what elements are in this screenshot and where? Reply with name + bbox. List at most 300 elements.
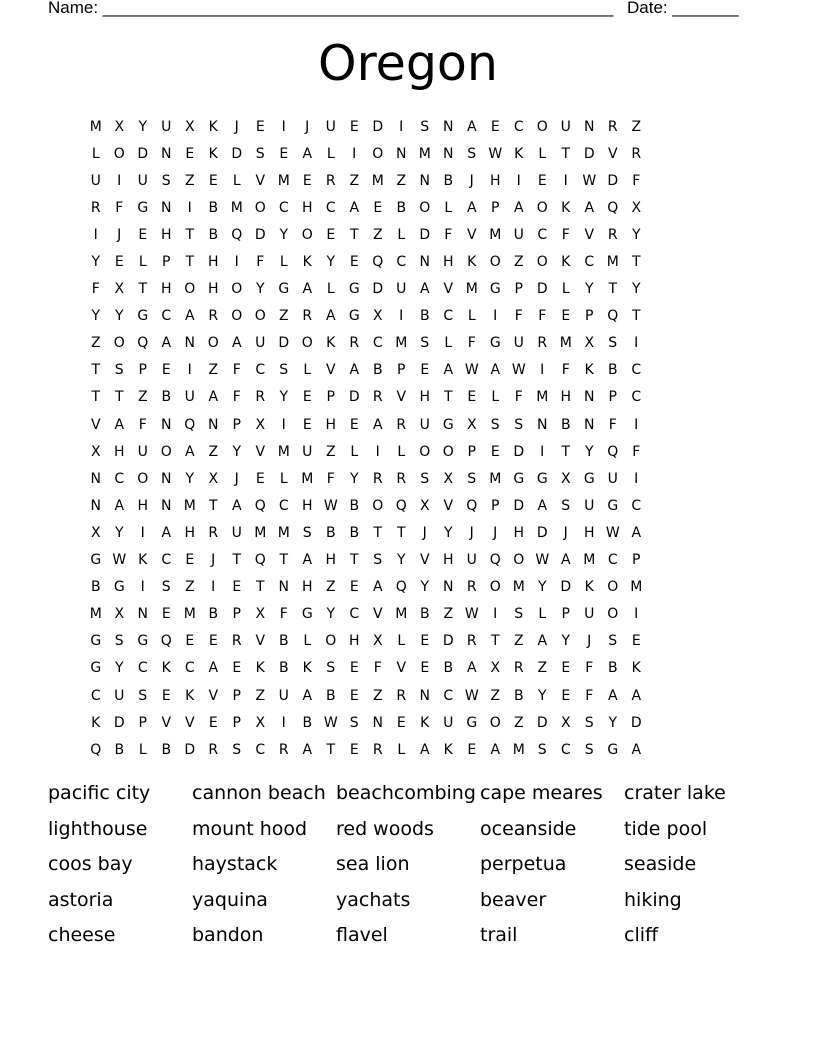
grid-letter: O [513, 552, 525, 569]
grid-letter: Z [537, 660, 548, 677]
word-list-item: pacific city [48, 782, 151, 804]
grid-letter: E [490, 443, 500, 460]
grid-letter: Z [325, 579, 336, 596]
word-list-item: perpetua [480, 853, 567, 876]
grid-letter: D [348, 389, 360, 406]
grid-letter: F [514, 308, 523, 325]
grid-letter: B [325, 524, 336, 541]
grid-letter: B [208, 226, 219, 243]
grid-row [84, 709, 744, 736]
grid-letter: X [114, 281, 125, 298]
grid-letter: X [184, 118, 195, 135]
grid-letter: J [493, 524, 498, 541]
grid-row [84, 248, 744, 275]
grid-letter: B [607, 362, 618, 379]
grid-letter: A [607, 687, 618, 704]
grid-letter: M [183, 497, 196, 514]
grid-letter: D [607, 172, 619, 189]
grid-letter: U [443, 714, 454, 731]
grid-letter: L [303, 362, 312, 379]
grid-letter: F [256, 254, 265, 271]
word-list-item: hiking [624, 888, 682, 911]
grid-letter: O [113, 335, 125, 352]
grid-letter: R [607, 118, 618, 135]
grid-letter: I [234, 254, 239, 271]
grid-letter: H [207, 281, 219, 298]
grid-letter: F [115, 199, 124, 216]
grid-letter: H [137, 497, 149, 514]
grid-letter: O [607, 579, 619, 596]
grid-letter: V [208, 687, 219, 704]
grid-letter: C [513, 118, 524, 135]
grid-letter: A [631, 524, 642, 541]
grid-letter: C [349, 606, 360, 623]
grid-letter: T [185, 226, 195, 243]
grid-letter: E [396, 714, 406, 731]
grid-letter: Q [466, 497, 478, 514]
grid-letter: S [255, 145, 265, 162]
grid-letter: G [90, 660, 102, 677]
grid-letter: M [277, 172, 290, 189]
grid-letter: M [536, 389, 549, 406]
grid-letter: K [467, 254, 477, 271]
grid-letter: T [561, 145, 571, 162]
grid-letter: C [114, 470, 125, 487]
grid-letter: D [630, 714, 642, 731]
grid-letter: S [232, 741, 242, 758]
grid-letter: O [419, 199, 431, 216]
grid-letter: A [631, 687, 642, 704]
grid-letter: B [443, 660, 454, 677]
grid-letter: T [396, 524, 406, 541]
grid-letter: Z [184, 172, 195, 189]
grid-letter: D [583, 145, 595, 162]
grid-letter: O [301, 335, 313, 352]
grid-letter: V [396, 389, 407, 406]
word-list-item: mount hood [192, 817, 308, 840]
grid-letter: A [302, 552, 313, 569]
grid-letter: N [443, 118, 454, 135]
grid-letter: C [631, 362, 642, 379]
grid-letter: W [605, 524, 620, 541]
grid-letter: K [302, 660, 312, 677]
grid-letter: L [326, 145, 335, 162]
grid-letter: C [537, 226, 548, 243]
grid-letter: F [561, 362, 570, 379]
grid-letter: E [208, 633, 218, 650]
grid-letter: O [372, 497, 384, 514]
grid-letter: S [373, 552, 383, 569]
word-list-item: cliff [624, 924, 659, 947]
grid-letter: F [467, 335, 476, 352]
grid-letter: B [278, 633, 289, 650]
grid-letter: Y [561, 633, 571, 650]
grid-letter: C [631, 497, 642, 514]
grid-letter: M [489, 226, 502, 243]
grid-letter: T [138, 281, 148, 298]
grid-letter: J [234, 118, 239, 135]
grid-letter: O [536, 118, 548, 135]
grid-letter: L [303, 633, 312, 650]
grid-letter: I [281, 416, 286, 433]
grid-letter: Q [395, 497, 407, 514]
grid-letter: O [254, 308, 266, 325]
word-list-item: sea lion [336, 853, 410, 876]
grid-letter: N [537, 416, 548, 433]
grid-letter: L [538, 145, 547, 162]
grid-letter: B [208, 606, 219, 623]
grid-letter: L [561, 281, 570, 298]
grid-letter: P [138, 362, 147, 379]
grid-letter: U [513, 335, 524, 352]
grid-row [84, 682, 744, 709]
grid-letter: S [490, 416, 500, 433]
grid-letter: C [255, 362, 266, 379]
grid-letter: E [161, 687, 171, 704]
grid-letter: N [161, 199, 172, 216]
grid-letter: K [91, 714, 101, 731]
grid-letter: E [161, 362, 171, 379]
grid-row [84, 140, 744, 167]
grid-letter: Q [160, 633, 172, 650]
grid-letter: N [208, 416, 219, 433]
grid-letter: N [584, 416, 595, 433]
grid-letter: R [208, 524, 219, 541]
grid-letter: M [230, 199, 243, 216]
grid-letter: V [161, 714, 172, 731]
grid-letter: P [467, 443, 476, 460]
grid-letter: R [372, 470, 383, 487]
grid-letter: N [584, 389, 595, 406]
grid-letter: L [491, 389, 500, 406]
grid-row [84, 221, 744, 248]
grid-letter: C [584, 254, 595, 271]
grid-letter: U [255, 335, 266, 352]
grid-letter: K [208, 145, 218, 162]
word-list-item: trail [480, 924, 518, 947]
grid-letter: S [608, 335, 618, 352]
grid-letter: P [232, 606, 241, 623]
grid-letter: O [113, 145, 125, 162]
grid-letter: A [302, 741, 313, 758]
grid-letter: G [583, 470, 595, 487]
grid-letter: A [419, 281, 430, 298]
grid-letter: Z [513, 254, 524, 271]
grid-letter: S [114, 362, 124, 379]
grid-letter: G [607, 497, 619, 514]
grid-letter: U [161, 118, 172, 135]
grid-letter: Z [137, 389, 148, 406]
grid-letter: O [160, 443, 172, 460]
grid-letter: R [372, 741, 383, 758]
word-list-item: red woods [336, 817, 434, 840]
grid-letter: M [630, 579, 643, 596]
grid-letter: P [232, 416, 241, 433]
grid-letter: E [185, 552, 195, 569]
grid-letter: G [607, 741, 619, 758]
grid-letter: O [372, 145, 384, 162]
grid-letter: L [444, 199, 453, 216]
grid-letter: H [301, 497, 313, 514]
grid-row [84, 357, 744, 384]
grid-letter: W [323, 497, 338, 514]
grid-letter: N [137, 606, 148, 623]
grid-letter: A [466, 660, 477, 677]
grid-letter: F [279, 606, 288, 623]
grid-letter: P [326, 389, 335, 406]
grid-letter: E [467, 741, 477, 758]
grid-letter: D [372, 118, 384, 135]
grid-letter: E [279, 145, 289, 162]
grid-letter: I [117, 172, 122, 189]
grid-letter: K [443, 741, 453, 758]
grid-letter: N [419, 254, 430, 271]
grid-letter: D [372, 281, 384, 298]
grid-letter: O [489, 579, 501, 596]
grid-letter: Y [185, 470, 195, 487]
grid-letter: P [491, 497, 500, 514]
grid-letter: T [373, 524, 383, 541]
grid-letter: W [464, 606, 479, 623]
grid-letter: K [302, 254, 312, 271]
grid-letter: T [490, 633, 500, 650]
grid-letter: R [537, 335, 548, 352]
grid-letter: T [91, 362, 101, 379]
grid-letter: Y [584, 443, 594, 460]
grid-letter: G [90, 633, 102, 650]
grid-letter: I [563, 172, 568, 189]
grid-letter: G [466, 714, 478, 731]
grid-letter: N [419, 687, 430, 704]
grid-letter: S [537, 741, 547, 758]
grid-letter: U [584, 497, 595, 514]
grid-letter: Q [137, 335, 149, 352]
grid-letter: M [606, 254, 619, 271]
grid-letter: I [140, 579, 145, 596]
grid-letter: P [397, 362, 406, 379]
grid-letter: Y [396, 552, 406, 569]
grid-letter: L [232, 172, 241, 189]
page-title: Oregon [318, 35, 498, 92]
grid-letter: W [582, 172, 597, 189]
grid-row [84, 303, 744, 330]
grid-letter: Y [91, 254, 101, 271]
grid-letter: U [114, 687, 125, 704]
grid-letter: N [161, 145, 172, 162]
grid-letter: B [208, 199, 219, 216]
grid-letter: P [561, 606, 570, 623]
grid-letter: E [349, 254, 359, 271]
grid-letter: U [560, 118, 571, 135]
grid-letter: B [396, 199, 407, 216]
grid-letter: A [349, 199, 360, 216]
grid-letter: X [114, 606, 125, 623]
grid-letter: E [373, 199, 383, 216]
grid-letter: M [489, 470, 502, 487]
grid-letter: R [278, 741, 289, 758]
grid-letter: F [232, 362, 241, 379]
grid-letter: X [255, 714, 266, 731]
grid-letter: A [231, 335, 242, 352]
grid-letter: I [375, 443, 380, 460]
grid-letter: C [560, 741, 571, 758]
grid-letter: B [560, 416, 571, 433]
grid-letter: W [535, 552, 550, 569]
grid-letter: W [488, 145, 503, 162]
grid-letter: N [443, 579, 454, 596]
grid-letter: E [349, 118, 359, 135]
grid-letter: G [90, 552, 102, 569]
grid-letter: G [137, 199, 149, 216]
grid-letter: E [302, 172, 312, 189]
grid-letter: R [396, 687, 407, 704]
grid-letter: A [325, 308, 336, 325]
grid-letter: P [232, 714, 241, 731]
grid-letter: X [560, 470, 571, 487]
grid-letter: I [187, 199, 192, 216]
word-list [48, 778, 768, 956]
grid-letter: I [634, 606, 639, 623]
grid-letter: D [184, 741, 196, 758]
word-list-item: crater lake [624, 782, 726, 804]
grid-letter: A [114, 497, 125, 514]
grid-letter: G [137, 308, 149, 325]
grid-letter: A [231, 497, 242, 514]
grid-letter: H [301, 579, 313, 596]
grid-letter: M [418, 145, 431, 162]
grid-letter: B [419, 606, 430, 623]
grid-letter: Y [608, 714, 618, 731]
grid-letter: A [302, 145, 313, 162]
grid-letter: Y [279, 226, 289, 243]
word-list-item: tide pool [624, 817, 708, 840]
grid-letter: X [90, 524, 101, 541]
grid-letter: P [632, 552, 641, 569]
grid-letter: E [114, 254, 124, 271]
grid-letter: I [93, 226, 98, 243]
grid-letter: H [583, 524, 595, 541]
grid-letter: M [89, 118, 102, 135]
grid-letter: Y [584, 281, 594, 298]
grid-letter: L [397, 443, 406, 460]
grid-letter: Q [607, 199, 619, 216]
grid-letter: I [634, 416, 639, 433]
grid-letter: C [372, 335, 383, 352]
grid-letter: E [302, 389, 312, 406]
grid-letter: Y [537, 579, 547, 596]
grid-letter: R [372, 389, 383, 406]
grid-letter: Q [231, 226, 243, 243]
grid-letter: T [349, 552, 359, 569]
grid-letter: W [112, 552, 127, 569]
grid-letter: C [607, 552, 618, 569]
grid-letter: S [138, 687, 148, 704]
grid-letter: M [183, 606, 196, 623]
grid-letter: S [302, 524, 312, 541]
grid-row [84, 384, 744, 411]
grid-letter: I [211, 579, 216, 596]
grid-letter: V [255, 443, 266, 460]
grid-letter: O [137, 470, 149, 487]
grid-letter: P [585, 308, 594, 325]
grid-letter: Z [90, 335, 101, 352]
grid-letter: O [254, 199, 266, 216]
word-list-item: coos bay [48, 853, 133, 876]
grid-letter: A [443, 362, 454, 379]
grid-letter: Z [513, 633, 524, 650]
grid-letter: D [442, 633, 454, 650]
grid-letter: S [514, 416, 524, 433]
grid-letter: L [397, 633, 406, 650]
grid-letter: P [232, 687, 241, 704]
word-search-grid [84, 113, 744, 763]
grid-letter: Y [420, 579, 430, 596]
grid-letter: I [634, 470, 639, 487]
grid-letter: I [634, 335, 639, 352]
grid-letter: X [466, 416, 477, 433]
grid-letter: E [255, 470, 265, 487]
grid-letter: S [561, 497, 571, 514]
word-list-item: cape meares [480, 782, 603, 804]
grid-letter: C [278, 497, 289, 514]
grid-letter: R [513, 660, 524, 677]
grid-letter: M [465, 281, 478, 298]
grid-letter: J [469, 172, 474, 189]
grid-letter: Y [232, 443, 242, 460]
grid-letter: R [255, 389, 266, 406]
grid-letter: Z [631, 118, 642, 135]
grid-letter: N [372, 714, 383, 731]
grid-letter: V [466, 226, 477, 243]
grid-letter: Z [255, 687, 266, 704]
grid-letter: V [255, 633, 266, 650]
grid-letter: F [326, 470, 335, 487]
grid-letter: V [325, 362, 336, 379]
grid-letter: Y [326, 254, 336, 271]
grid-letter: N [161, 416, 172, 433]
grid-letter: F [608, 416, 617, 433]
grid-letter: U [584, 606, 595, 623]
grid-letter: S [326, 660, 336, 677]
grid-letter: E [349, 741, 359, 758]
grid-letter: X [419, 497, 430, 514]
grid-letter: K [161, 660, 171, 677]
grid-letter: C [137, 660, 148, 677]
grid-letter: J [211, 552, 216, 569]
grid-letter: O [442, 443, 454, 460]
grid-letter: K [561, 199, 571, 216]
grid-letter: S [467, 470, 477, 487]
grid-letter: E [561, 660, 571, 677]
grid-letter: L [467, 308, 476, 325]
grid-letter: E [161, 606, 171, 623]
grid-letter: T [91, 389, 101, 406]
grid-letter: W [464, 687, 479, 704]
grid-letter: Q [90, 741, 102, 758]
grid-letter: B [90, 579, 101, 596]
grid-letter: R [466, 633, 477, 650]
word-list-item: beachcombing [336, 782, 476, 804]
grid-letter: O [301, 226, 313, 243]
grid-letter: A [537, 497, 548, 514]
grid-letter: F [632, 172, 641, 189]
word-list-item: bandon [192, 924, 264, 947]
grid-letter: M [559, 335, 572, 352]
grid-letter: X [631, 199, 642, 216]
grid-letter: W [464, 362, 479, 379]
grid-letter: A [631, 741, 642, 758]
grid-letter: G [113, 579, 125, 596]
